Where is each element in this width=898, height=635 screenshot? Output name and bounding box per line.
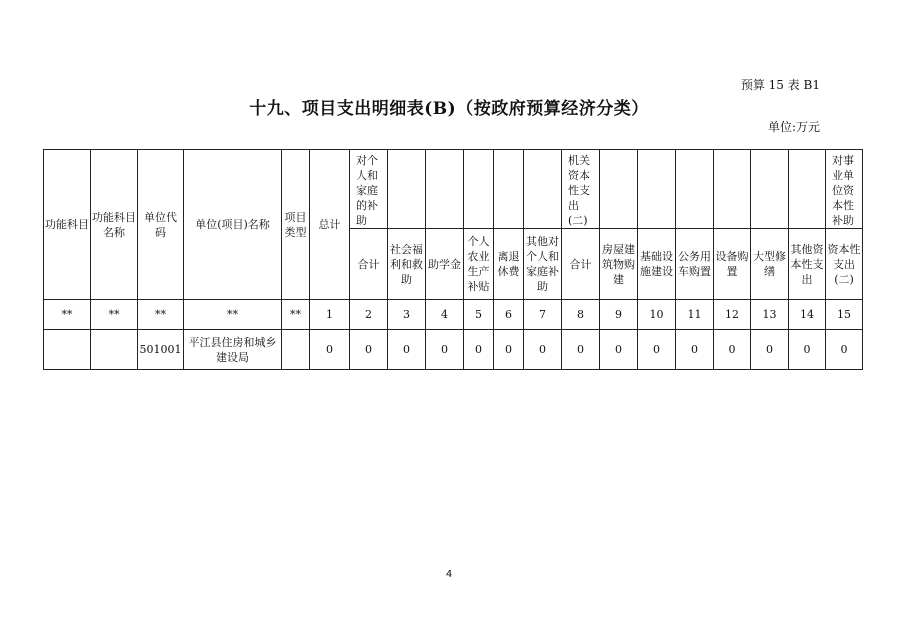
- cell-value: 0: [714, 330, 751, 370]
- group-header-enterprise-capital: 对事业单位资本性补助: [826, 150, 863, 229]
- cell-value: 0: [464, 330, 494, 370]
- index-cell: 13: [751, 300, 789, 330]
- sub-header-capital-subtotal: 合计: [562, 229, 600, 300]
- col-header-func-subject-name: 功能科目名称: [91, 150, 138, 300]
- sub-header-agri-subsidy: 个人农业生产补贴: [464, 229, 494, 300]
- index-cell: 10: [638, 300, 676, 330]
- col-header-total: 总计: [310, 150, 350, 300]
- cell-value: 0: [826, 330, 863, 370]
- index-cell: **: [91, 300, 138, 330]
- blank-header-cell: [789, 150, 826, 229]
- sub-header-capital-2: 资本性支出(二): [826, 229, 863, 300]
- index-cell: **: [184, 300, 282, 330]
- page-title: 十九、项目支出明细表(B)（按政府预算经济分类）: [249, 99, 649, 119]
- cell-func-subject: [44, 330, 91, 370]
- blank-header-cell: [464, 150, 494, 229]
- cell-value: 0: [676, 330, 714, 370]
- blank-header-cell: [494, 150, 524, 229]
- page-number: 4: [445, 569, 453, 580]
- cell-project-type: [282, 330, 310, 370]
- sub-header-building: 房屋建筑物购建: [600, 229, 638, 300]
- index-cell: 15: [826, 300, 863, 330]
- index-cell: 5: [464, 300, 494, 330]
- index-cell: 2: [350, 300, 388, 330]
- blank-header-cell: [638, 150, 676, 229]
- index-cell: 14: [789, 300, 826, 330]
- col-header-unit-name: 单位(项目)名称: [184, 150, 282, 300]
- sub-header-scholarship: 助学金: [426, 229, 464, 300]
- blank-header-cell: [426, 150, 464, 229]
- cell-value: 0: [426, 330, 464, 370]
- sub-header-other-personal: 其他对个人和家庭补助: [524, 229, 562, 300]
- col-header-project-type: 项目类型: [282, 150, 310, 300]
- sub-header-equipment: 设备购置: [714, 229, 751, 300]
- sub-header-other-capital: 其他资本性支出: [789, 229, 826, 300]
- table-row: [44, 330, 863, 370]
- index-cell: 6: [494, 300, 524, 330]
- index-cell: **: [44, 300, 91, 330]
- project-expenditure-table: [43, 149, 863, 370]
- blank-header-cell: [714, 150, 751, 229]
- cell-unit-name: 平江县住房和城乡建设局: [184, 330, 282, 370]
- sub-header-social-welfare: 社会福利和救助: [388, 229, 426, 300]
- col-header-func-subject: 功能科目: [44, 150, 91, 300]
- index-cell: **: [138, 300, 184, 330]
- cell-value: 0: [600, 330, 638, 370]
- cell-func-subject-name: [91, 330, 138, 370]
- cell-value: 0: [310, 330, 350, 370]
- index-row: [44, 300, 863, 330]
- index-cell: **: [282, 300, 310, 330]
- group-header-personal: 对个人和家庭的补助: [350, 150, 388, 229]
- index-cell: 11: [676, 300, 714, 330]
- cell-unit-code: 501001: [138, 330, 184, 370]
- cell-value: 0: [494, 330, 524, 370]
- sub-header-repair: 大型修缮: [751, 229, 789, 300]
- cell-value: 0: [350, 330, 388, 370]
- blank-header-cell: [600, 150, 638, 229]
- cell-value: 0: [751, 330, 789, 370]
- cell-value: 0: [524, 330, 562, 370]
- cell-value: 0: [638, 330, 676, 370]
- sub-header-infrastructure: 基础设施建设: [638, 229, 676, 300]
- blank-header-cell: [751, 150, 789, 229]
- blank-header-cell: [388, 150, 426, 229]
- blank-header-cell: [676, 150, 714, 229]
- index-cell: 12: [714, 300, 751, 330]
- col-header-unit-code: 单位代码: [138, 150, 184, 300]
- index-cell: 9: [600, 300, 638, 330]
- index-cell: 1: [310, 300, 350, 330]
- form-number: 预算 15 表 B1: [740, 78, 820, 92]
- sub-header-personal-subtotal: 合计: [350, 229, 388, 300]
- cell-value: 0: [388, 330, 426, 370]
- sub-header-retirement: 离退休费: [494, 229, 524, 300]
- cell-value: 0: [562, 330, 600, 370]
- header-row-1: [44, 150, 863, 229]
- sub-header-vehicle: 公务用车购置: [676, 229, 714, 300]
- index-cell: 8: [562, 300, 600, 330]
- cell-value: 0: [789, 330, 826, 370]
- index-cell: 7: [524, 300, 562, 330]
- blank-header-cell: [524, 150, 562, 229]
- index-cell: 3: [388, 300, 426, 330]
- unit-label: 单位:万元: [767, 120, 820, 134]
- index-cell: 4: [426, 300, 464, 330]
- group-header-capital-2: 机关资本性支出(二): [562, 150, 600, 229]
